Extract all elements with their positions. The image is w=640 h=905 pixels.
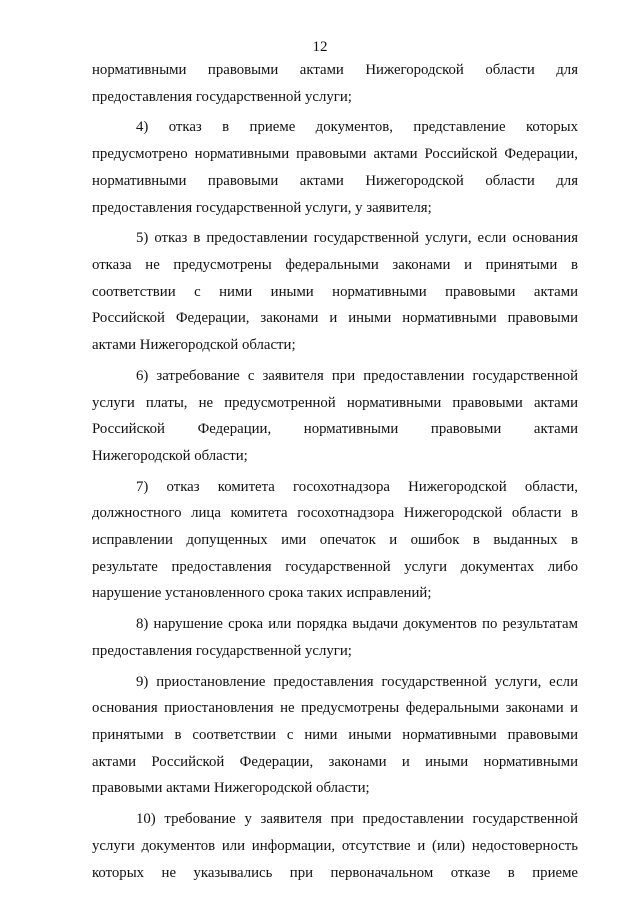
paragraph-4 [92,474,578,607]
text-line: 8) нарушение срока или порядка выдачи документов по результатам [136,616,578,633]
text-line: основания приостановления не предусмотрены федеральными законами и [92,700,578,717]
text-line: предоставления государственной услуги; [92,88,352,105]
text-line: которых не указывались при первоначальном отказе в приеме [92,864,578,881]
text-line: Нижегородской области; [92,447,248,464]
text-line: 4) отказ в приеме документов, представление которых [136,119,578,136]
text-line: результате предоставления государственной услуги документах либо [92,558,578,575]
paragraph-7 [92,806,578,886]
page-number: 12 [312,39,328,55]
paragraph-1 [92,114,578,221]
text-line: 6) затребование с заявителя при предоставлении государственной [136,367,578,384]
text-line: услуги документов или информации, отсутствие и (или) недостоверность [92,837,578,854]
paragraph-5 [92,611,578,664]
text-line: актами Российской Федерации, законами и иными нормативными [92,753,578,770]
paragraph-6 [92,669,578,802]
text-line: Российской Федерации, законами и иными нормативными правовыми [92,310,578,327]
document-body [92,57,578,890]
text-line: нарушение установленного срока таких исправлений; [92,585,432,602]
text-line: актами Нижегородской области; [92,337,296,354]
text-line: предусмотрено нормативными правовыми актами Российской Федерации, [92,146,578,163]
text-line: соответствии с ними иными нормативными правовыми актами [92,283,578,300]
text-line: нормативными правовыми актами Нижегородской области для [92,172,578,189]
text-line: правовыми актами Нижегородской области; [92,780,370,797]
paragraph-2 [92,225,578,358]
paragraph-3 [92,363,578,470]
text-line: должностного лица комитета госохотнадзора Нижегородской области в [92,505,578,522]
text-line: 9) приостановление предоставления государственной услуги, если [136,673,578,690]
text-line: предоставления государственной услуги; [92,642,352,659]
text-line: исправлении допущенных ими опечаток и ошибок в выданных в [92,532,578,549]
text-line: 7) отказ комитета госохотнадзора Нижегородской области, [136,478,578,495]
paragraph-0 [92,57,578,110]
text-line: 10) требование у заявителя при предоставлении государственной [136,811,578,828]
text-line: отказа не предусмотрены федеральными законами и принятыми в [92,257,578,273]
text-line: принятыми в соответствии с ними иными нормативными правовыми [92,727,578,744]
text-line: предоставления государственной услуги, у заявителя; [92,199,432,216]
text-line: услуги платы, не предусмотренной нормативными правовыми актами [92,394,578,411]
text-line: нормативными правовыми актами Нижегородской области для [92,62,578,78]
text-line: Российской Федерации, нормативными правовыми актами [92,421,578,438]
text-line: 5) отказ в предоставлении государственной услуги, если основания [136,230,578,247]
